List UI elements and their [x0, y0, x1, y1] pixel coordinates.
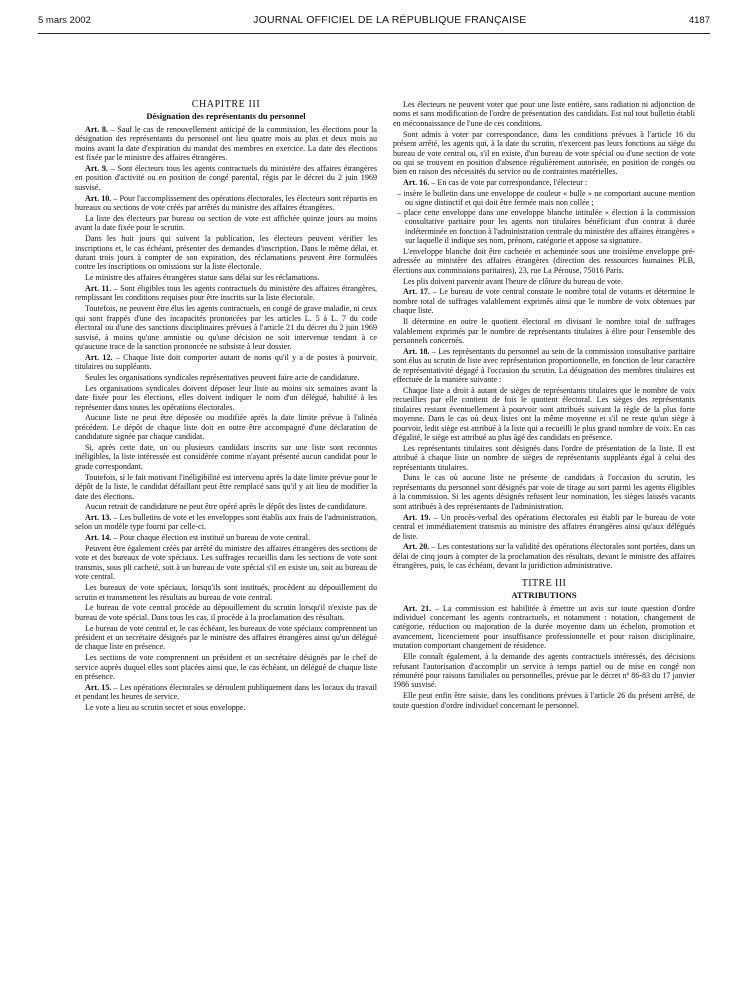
article-number: Art. 15. [85, 682, 112, 692]
paragraph-text: – Les bulletins de vote et les enveloppes sont établis aux frais de l'administration, selon un modèle type fourni par celle-ci. [75, 513, 378, 532]
article-number: Art. 20. [403, 542, 430, 552]
paragraph [393, 130, 695, 177]
article-number: Art. 12. [85, 352, 113, 362]
paragraph-text: Si, après cette date, un ou plusieurs candidats inscrits sur une liste sont reconnus inéligibles, la liste intéressée est considérée comme n'ayant présenté aucun candidat pour le grade correspondant. [75, 442, 377, 471]
paragraph-text: Sont admis à voter par correspondance, dans les conditions prévues à l'article 16 du présent arrêté, les agents qui, à la date du scrutin, n'exercent pas leurs fonctions au siège du bureau de vote central ou, s'il en existe, d'un bureau de vote spécial ou d'une section de vote ou qui se trouvent en position d'absence régulièrement autorisée, en position de congés ou bien en raison des nécessités du service ou de contraintes matérielles. [393, 129, 695, 177]
article-number: Art. 13. [85, 513, 112, 523]
paragraph [75, 624, 377, 652]
paragraph [75, 502, 377, 511]
paragraph [75, 273, 377, 282]
paragraph-text: Le vote a lieu au scrutin secret et sous enveloppe. [85, 703, 246, 713]
article-number: Art. 9. [85, 164, 108, 174]
paragraph [393, 287, 695, 315]
right-paragraphs-b [393, 247, 695, 571]
paragraph [393, 100, 695, 128]
paragraph-text: Dans les huit jours qui suivent la publication, les électeurs peuvent vérifier les inscriptions et, le cas échéant, présenter des demandes d'inscription. Dans le même délai, et durant trois jours à compter de son expiration, des réclamations peuvent être formulées contre les inscriptions ou omissions sur la liste électorale. [75, 234, 377, 272]
article-number: Art. 19. [403, 512, 431, 522]
chapter-label: CHAPITRE III [191, 99, 261, 110]
paragraph [393, 247, 695, 275]
paragraph-text: Toutefois, si le fait motivant l'inéligibilité est intervenu après la date limite prévue pour le dépôt de la liste, le candidat défaillant peut être remplacé sans qu'il y ait lieu de modifier la date des élections. [75, 472, 377, 501]
paragraph-text: Les plis doivent parvenir avant l'heure de clôture du bureau de vote. [403, 276, 623, 286]
paragraph-text: L'enveloppe blanche doit être cachetée et acheminée sous une troisième enveloppe pré-adressée au ministère des affaires étrangères (direction des ressources humaines PLB, élections aux commissions paritaires), 23, rue La Pérouse, 75016 Paris. [393, 246, 695, 275]
paragraph [75, 473, 377, 501]
article-number: Art. 10. [85, 193, 112, 203]
list-item: – insère le bulletin dans une enveloppe de couleur « bulle » ne comportant aucune mention ou signe distinctif et qui doit être fermée mais non collée ; [393, 189, 695, 208]
paragraph [75, 373, 377, 382]
titre-title: ATTRIBUTIONS [511, 590, 577, 601]
paragraph-text: – Les représentants du personnel au sein de la commission consultative paritaire sont élus au scrutin de liste avec représentation proportionnelle, en fonction de leur caractère de représentativité dégagé à l'occasion du scrutin. La désignation des membres titulaires est effectuée de la manière suivante : [393, 346, 695, 385]
page-header [38, 14, 710, 26]
right-paragraphs-a [393, 100, 695, 188]
paragraph-text: – Un procès-verbal des opérations électorales est établi par le bureau de vote central et immédiatement transmis au ministre des affaires étrangères ainsi qu'aux délégués de liste. [393, 512, 696, 541]
chapter-title: Désignation des représentants du personnel [146, 111, 306, 122]
paragraph-text: Les bureaux de vote spéciaux, lorsqu'ils sont institués, procèdent au dépouillement du scrutin et transmettent les résultats au bureau de vote central. [75, 583, 377, 602]
right-column [393, 100, 695, 711]
paragraph [75, 234, 377, 272]
paragraph-text: Les organisations syndicales doivent déposer leur liste au moins six semaines avant la date fixée pour les élections, elles doivent indiquer le nom d'un délégué, habilité à les représenter dans toutes les opérations électorales. [75, 383, 377, 412]
paragraph [75, 603, 377, 622]
article-number: Art. 8. [85, 124, 108, 134]
paragraph-text: – La commission est habilitée à émettre un avis sur toute question d'ordre individuel concernant les agents contractuels, et notamment : notation, changement de catégorie, réduction ou majoration de la durée moyenne dans un échelon, promotion et avancement, licenciement pour insuffisance professionnelle et pour raison disciplinaire, mutation comportant changement de résidence. [393, 603, 696, 651]
paragraph-text: – Sont électeurs tous les agents contractuels du ministère des affaires étrangères en position d'activité ou en position de congé parental, régis par le décret du 2 juin 1969 susvisé. [75, 164, 378, 192]
paragraph [75, 284, 377, 303]
paragraph [393, 444, 695, 472]
paragraph-text: Dans le cas où aucune liste ne présente de candidats à l'occasion du scrutin, les représentants du personnel sont désignés par voie de tirage au sort parmi les agents éligibles à la commission. Si les agents désignés refusent leur nomination, les sièges laissés vacants sont attribués à des représentants de l'administration. [393, 473, 695, 511]
paragraph [393, 178, 695, 187]
paragraph-text: Le bureau de vote central et, le cas échéant, les bureaux de vote spéciaux comprennent un président et un secrétaire désignés par le ministre des affaires étrangères ainsi qu'un délégué de chaque liste en présence. [75, 623, 377, 652]
paragraph [393, 542, 695, 570]
paragraph-text: – Chaque liste doit comporter autant de noms qu'il y a de postes à pourvoir, titulaires ou suppléants. [75, 352, 378, 372]
paragraph-text: La liste des électeurs par bureau ou section de vote est affichée quinze jours au moins avant la date fixée pour le scrutin. [75, 213, 377, 233]
paragraph [75, 304, 377, 351]
right-paragraphs-c [393, 604, 695, 711]
paragraph [393, 652, 695, 690]
paragraph-text: – Le bureau de vote central constate le nombre total de votants et détermine le nombre total de suffrages valablement exprimés ainsi que le nombre de voix obtenues par chaque liste. [393, 287, 695, 316]
paragraph-text: – Les contestations sur la validité des opérations électorales sont portées, dans un délai de cinq jours à compter de la proclamation des résultats, devant le ministre des affaires étrangères, puis, le cas échéant, devant la juridiction administrative. [393, 542, 696, 571]
paragraph-text: – Sauf le cas de renouvellement anticipé de la commission, les élections pour la désignation des représentants du personnel ont lieu quatre mois au plus et deux mois au moins avant la date d'expiration du mandat des membres en exercice. La date des élections est fixée par le ministre des affaires étrangères. [75, 124, 377, 163]
paragraph [75, 214, 377, 233]
paragraph-text: – Pour chaque élection est institué un bureau de vote central. [113, 533, 310, 543]
paragraph [393, 513, 695, 541]
list-item: – place cette enveloppe dans une enveloppe blanche intitulée « élection à la commission consultative paritaire pour les agents non titulaires bénéficiant d'un contrat à durée indéterminée en fonction à l'administration centrale du ministère des affaires étrangères » sur laquelle il indique ses nom, prénom, catégorie et appose sa signature. [393, 208, 695, 246]
paragraph [393, 473, 695, 511]
paragraph [393, 277, 695, 286]
paragraph [75, 413, 377, 441]
page-number: 4187 [688, 15, 710, 26]
header-date: 5 mars 2002 [38, 15, 91, 26]
paragraph [75, 533, 377, 542]
paragraph-text: Chaque liste a droit à autant de sièges de représentants titulaires que le nombre de voix recueillies par elle contient de fois le quotient électoral. Les sièges des représentants titulaires restant éventuellement à pourvoir sont attribués suivant la règle de la plus forte moyenne. Dans le cas où deux listes ont la même moyenne et s'il ne reste qu'un siège à pourvoir, ledit siège est attribué à la liste qui a recueilli le plus grand nombre de voix. En cas d'égalité, le siège est attribué au plus âgé des candidats en présence. [393, 385, 695, 443]
paragraph [75, 513, 377, 532]
paragraph-text: Le bureau de vote central procède au dépouillement du scrutin lorsqu'il n'existe pas de bureau de vote spécial. Dans tous les cas, il procède à la proclamation des résultats. [75, 603, 377, 622]
paragraph [75, 683, 377, 702]
paragraph [75, 384, 377, 412]
paragraph [393, 317, 695, 345]
paragraph [75, 544, 377, 582]
paragraph-text: – Les opérations électorales se déroulent publiquement dans les locaux du travail et pendant les heures de service. [75, 682, 377, 702]
article-number: Art. 18. [403, 346, 430, 356]
article-number: Art. 16. [403, 178, 430, 188]
art16-list [393, 189, 695, 246]
paragraph [75, 194, 377, 213]
paragraph [393, 386, 695, 443]
paragraph [393, 604, 695, 651]
paragraph-text: Peuvent être également créés par arrêté du ministre des affaires étrangères des sections de vote et des bureaux de vote spéciaux. Les suffrages recueillis dans les sections de vote sont transmis, sous pli cacheté, soit à un bureau de vote spécial s'il en existe un, soit au bureau de vote central. [75, 543, 377, 582]
paragraph-text: – Pour l'accomplissement des opérations électorales, les électeurs sont répartis en bureaux ou sections de vote créés par arrêtés du ministre des affaires étrangères. [75, 193, 377, 213]
paragraph-text: – En cas de vote par correspondance, l'électeur : [431, 178, 588, 188]
paragraph-text: – Sont éligibles tous les agents contractuels du ministère des affaires étrangères, remplissant les conditions requises pour être inscrits sur la liste électorale. [75, 283, 377, 303]
paragraph-text: Le ministre des affaires étrangères statue sans délai sur les réclamations. [85, 273, 320, 283]
left-column [75, 100, 377, 714]
paragraph [75, 703, 377, 712]
paragraph [75, 353, 377, 372]
paragraph-text: Les sections de vote comprennent un président et un secrétaire désignés par le chef de service auprès duquel elles sont placées ainsi que, le cas échéant, un délégué de chaque liste en présence. [75, 653, 377, 682]
paragraph-text: Seules les organisations syndicales représentatives peuvent faire acte de candidature. [85, 372, 360, 382]
journal-title: JOURNAL OFFICIEL DE LA RÉPUBLIQUE FRANÇAISE [253, 14, 527, 26]
paragraph-text: Il détermine en outre le quotient électoral en divisant le nombre total de suffrages valablement exprimés par le nombre de représentants titulaires à élire pour l'ensemble des personnels concernés. [393, 317, 695, 345]
paragraph [75, 125, 377, 163]
article-number: Art. 21. [403, 603, 432, 613]
paragraph [75, 164, 377, 192]
paragraph [75, 443, 377, 471]
article-number: Art. 14. [85, 533, 112, 543]
paragraph-text: Aucun retrait de candidature ne peut être opéré après le dépôt des listes de candidature. [85, 502, 368, 512]
paragraph-text: Elle connaît également, à la demande des agents contractuels intéressés, des décisions refusant l'autorisation d'accomplir un service à temps partiel ou de mise en congé non rémunéré pour raisons familiales ou personnelles, prévue par le décret nº 86-83 du 17 janvier 1986 susvisé. [393, 652, 695, 690]
header-rule [38, 33, 710, 34]
paragraph [75, 653, 377, 681]
paragraph [75, 583, 377, 602]
titre-label: TITRE III [521, 577, 567, 589]
paragraph-text: Les électeurs ne peuvent voter que pour une liste entière, sans radiation ni adjonction de noms et sans modification de l'ordre de présentation des candidats. Est nul tout bulletin établi en méconnaissance de l'une de ces conditions. [393, 100, 695, 128]
paragraph-text: Aucune liste ne peut être déposée ou modifiée après la date limite prévue à l'alinéa précédent. Le dépôt de chaque liste doit en outre être accompagné d'une déclaration de candidature signée par chaque candidat. [75, 413, 377, 442]
paragraph-text: Elle peut enfin être saisie, dans les conditions prévues à l'article 26 du présent arrêté, de toute question d'ordre individuel concernant le personnel. [393, 691, 695, 710]
article-number: Art. 17. [403, 287, 430, 297]
article-number: Art. 11. [85, 283, 112, 293]
paragraph [393, 691, 695, 710]
paragraph [393, 347, 695, 385]
paragraph-text: Toutefois, ne peuvent être élus les agents contractuels, en congé de grave maladie, ni ceux qui sont frappés d'une des incapacités prononcées par les articles L. 5 à L. 7 du code électoral ou d'une des sanctions disciplinaires prévues à l'article 21 du décret du 2 juin 1969 susvisé, à moins qu'une amnistie ou qu'une décision ne soit intervenue tendant à ce qu'aucune trace de la sanction prononcée ne subsiste à leur dossier. [75, 304, 377, 351]
left-paragraphs [75, 125, 377, 713]
paragraph-text: Les représentants titulaires sont désignés dans l'ordre de présentation de la liste. Il est attribué à chaque liste un nombre de sièges de représentants suppléants égal à celui des représentants titulaires. [393, 443, 695, 472]
